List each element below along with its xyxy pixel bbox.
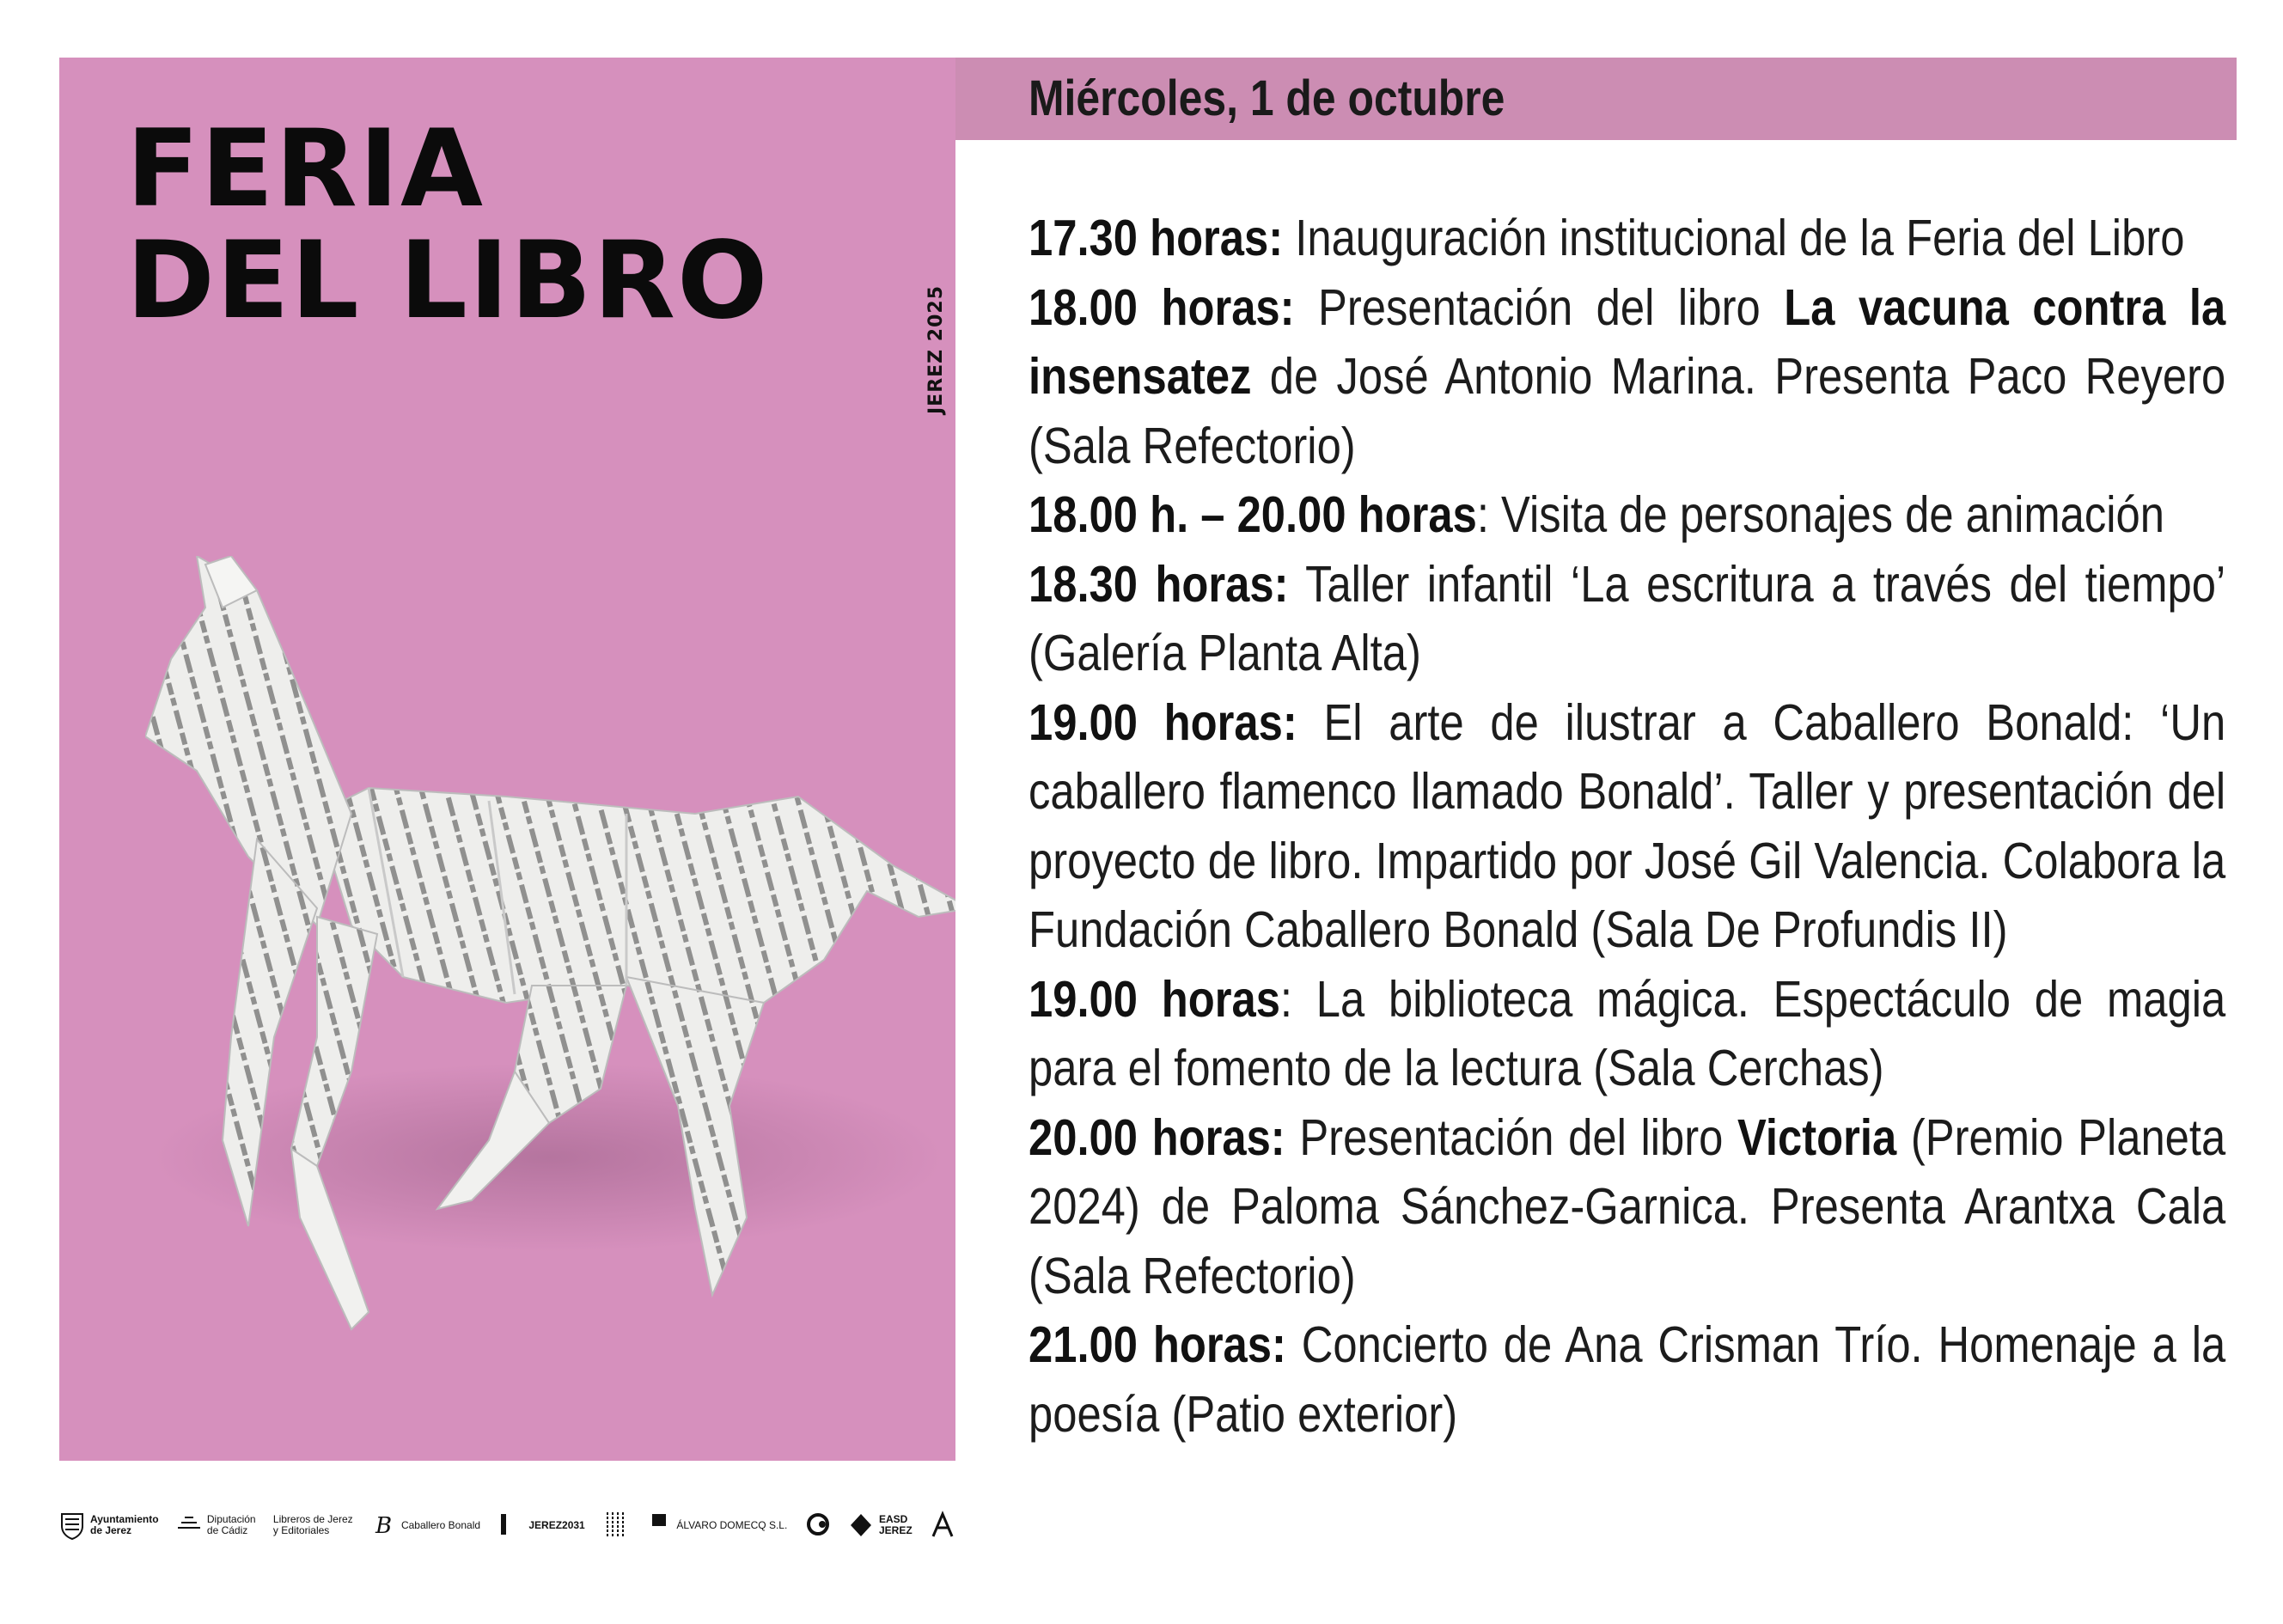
entry-description: El arte de ilustrar a Caballero Bonald: ‘Un caballero flamenco llamado Bonald’. Taller y presentación del proyecto de libro. Impartido por José Gil Valencia. Colabora la Fundación Caballero Bonald (Sala De Profundis II) <box>1029 693 2226 958</box>
energia-logo-icon <box>805 1511 831 1540</box>
schedule-entry <box>1029 550 2225 688</box>
entry-time: 19.00 horas: <box>1029 693 1297 751</box>
sponsor-label: Libreros de Jerez y Editoriales <box>272 1513 353 1536</box>
sponsor-label: JEREZ2031 <box>528 1518 585 1531</box>
entry-time: 20.00 horas: <box>1029 1108 1285 1166</box>
schedule-entry <box>1029 204 2225 273</box>
fundacion-b-logo-icon <box>370 1511 396 1540</box>
day-heading: Miércoles, 1 de octubre <box>1029 70 1505 126</box>
sponsor-label: Caballero Bonald <box>400 1518 481 1531</box>
sponsor-alvaro-domecq <box>645 1511 787 1540</box>
sponsor-label: Diputación de Cádiz <box>206 1513 256 1536</box>
sponsor-ayuntamiento <box>59 1511 159 1540</box>
sponsor-sherry <box>602 1511 628 1540</box>
poster-year-label: JEREZ 2025 <box>925 284 947 415</box>
origami-horse-icon <box>145 556 955 1432</box>
sherry-logo-icon <box>602 1511 628 1540</box>
schedule-entry <box>1029 480 2225 550</box>
sponsor-jerez2031 <box>497 1511 584 1540</box>
poster-title-line2: DEL LIBRO <box>126 219 770 343</box>
poster-title <box>126 107 770 343</box>
entry-description: Concierto de Ana Crisman Trío. Homenaje a la poesía (Patio exterior) <box>1029 1316 2226 1443</box>
svg-text:B: B <box>375 1513 393 1539</box>
day-header <box>955 58 2237 140</box>
entry-description: : La biblioteca mágica. Espectáculo de magia para el fomento de la lectura (Sala Cerchas) <box>1029 970 2226 1096</box>
entry-time: 18.00 horas: <box>1029 278 1295 336</box>
sponsor-label: Ayuntamiento de Jerez <box>90 1513 159 1536</box>
entry-time: 17.30 horas: <box>1029 210 1284 266</box>
sponsor-libreros <box>273 1514 353 1536</box>
schedule-entry <box>1029 688 2225 965</box>
poster-title-line1: FERIA <box>126 107 485 231</box>
sponsor-junta-andalucia <box>930 1511 955 1540</box>
entry-description: Presentación del libro <box>1294 278 1785 336</box>
entry-description: Presentación del libro <box>1285 1108 1738 1166</box>
event-poster <box>59 58 955 1461</box>
schedule-entry <box>1029 965 2225 1103</box>
entry-time: 18.00 h. – 20.00 horas <box>1029 486 1477 543</box>
crest-icon <box>59 1511 85 1540</box>
horse-logo-icon <box>645 1511 671 1540</box>
sponsor-logos <box>59 1487 955 1564</box>
schedule-list <box>1029 204 2226 1449</box>
sponsor-easd <box>848 1511 913 1540</box>
schedule-entry <box>1029 1103 2225 1311</box>
origami-horse-illustration <box>145 556 955 1432</box>
entry-time: 21.00 horas: <box>1029 1316 1286 1373</box>
entry-description: Inauguración institucional de la Feria del Libro <box>1283 210 2185 266</box>
easd-logo-icon <box>848 1511 874 1540</box>
junta-andalucia-logo-icon <box>930 1511 955 1540</box>
sponsor-diputacion <box>176 1511 256 1540</box>
schedule-entry <box>1029 1310 2225 1449</box>
entry-description: de José Antonio Marina. Presenta Paco Reyero (Sala Refectorio) <box>1029 348 2226 474</box>
diputacion-logo-icon <box>176 1511 202 1540</box>
sponsor-fundacion-caballero-bonald <box>370 1511 480 1540</box>
jerez2031-logo-icon <box>497 1511 523 1540</box>
book-title: Victoria <box>1737 1108 1897 1166</box>
schedule-entry <box>1029 273 2225 481</box>
sponsor-label: ÁLVARO DOMECQ S.L. <box>676 1518 788 1531</box>
entry-time: 19.00 horas <box>1029 970 1280 1028</box>
entry-time: 18.30 horas: <box>1029 555 1289 613</box>
sponsor-label: EASD JEREZ <box>878 1513 913 1536</box>
entry-description: (Premio Planeta 2024) de Paloma Sánchez-Garnica. Presenta Arantxa Cala (Sala Refectorio) <box>1029 1108 2226 1304</box>
sponsor-energia <box>805 1511 831 1540</box>
book-title: La vacuna contra la insensatez <box>1029 278 2226 405</box>
entry-description: : Visita de personajes de animación <box>1476 486 2164 543</box>
entry-description: Taller infantil ‘La escritura a través del tiempo’ (Galería Planta Alta) <box>1029 555 2226 681</box>
